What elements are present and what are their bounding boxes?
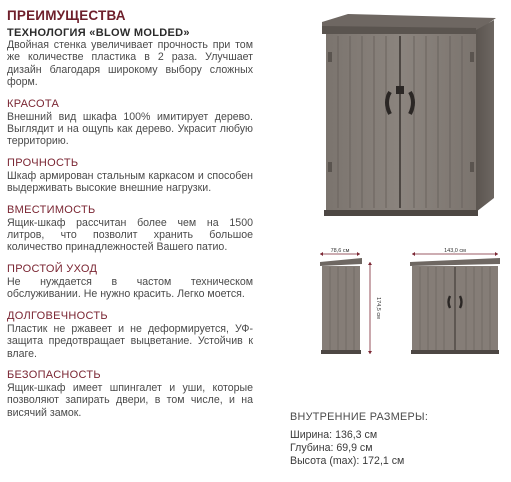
side-height-label: 174,5 см	[375, 297, 381, 319]
internal-dimensions-title: ВНУТРЕННИЕ РАЗМЕРЫ:	[290, 411, 429, 423]
side-width-label: 78,6 см	[330, 248, 350, 254]
section-title-durability: ДОЛГОВЕЧНОСТЬ	[7, 309, 108, 322]
shed-main-image	[318, 12, 498, 220]
shed-front-dimension-image	[406, 248, 506, 364]
features-column	[7, 8, 253, 419]
section-text-security: Ящик-шкаф имеет шпингалет и уши, которые позволяют запирать двери, в том числе, и на висячий замок.	[7, 381, 253, 419]
section-title-beauty: КРАСОТА	[7, 97, 60, 110]
technology-text: Двойная стенка увеличивает прочность при том же количестве пластика в 2 раза. Улучшает дизайн благодаря широкому выбору сложных форм.	[7, 39, 253, 89]
page-title: ПРЕИМУЩЕСТВА	[7, 8, 126, 23]
section-title-easy-care: ПРОСТОЙ УХОД	[7, 262, 98, 275]
section-title-security: БЕЗОПАСНОСТЬ	[7, 368, 101, 381]
section-text-beauty: Внешний вид шкафа 100% имитирует дерево. Выглядит и на ощупь как дерево. Украсит любую территорию.	[7, 110, 253, 148]
front-width-label: 143,0 см	[444, 248, 466, 254]
internal-width: Ширина: 136,3 см	[290, 429, 378, 441]
internal-dimensions	[290, 411, 428, 468]
section-text-strength: Шкаф армирован стальным каркасом и способен выдерживать высокие внешние нагрузки.	[7, 169, 253, 195]
internal-height: Высота (max): 172,1 см	[290, 455, 405, 467]
section-text-capacity: Ящик-шкаф рассчитан более чем на 1500 литров, что позволит хранить большое количество принадлежностей Вашего патио.	[7, 216, 253, 254]
section-text-easy-care: Не нуждается в частом техническом обслуживании. Не нужно красить. Легко моется.	[7, 275, 253, 301]
section-title-capacity: ВМЕСТИМОСТЬ	[7, 203, 96, 216]
section-title-strength: ПРОЧНОСТЬ	[7, 156, 79, 169]
section-text-durability: Пластик не ржавеет и не деформируется, УФ-защита предотвращает выцветание. Устойчив к влаге.	[7, 322, 253, 360]
technology-title: ТЕХНОЛОГИЯ «BLOW MOLDED»	[7, 27, 190, 39]
shed-side-dimension-image	[310, 248, 390, 364]
internal-depth: Глубина: 69,9 см	[290, 442, 373, 454]
